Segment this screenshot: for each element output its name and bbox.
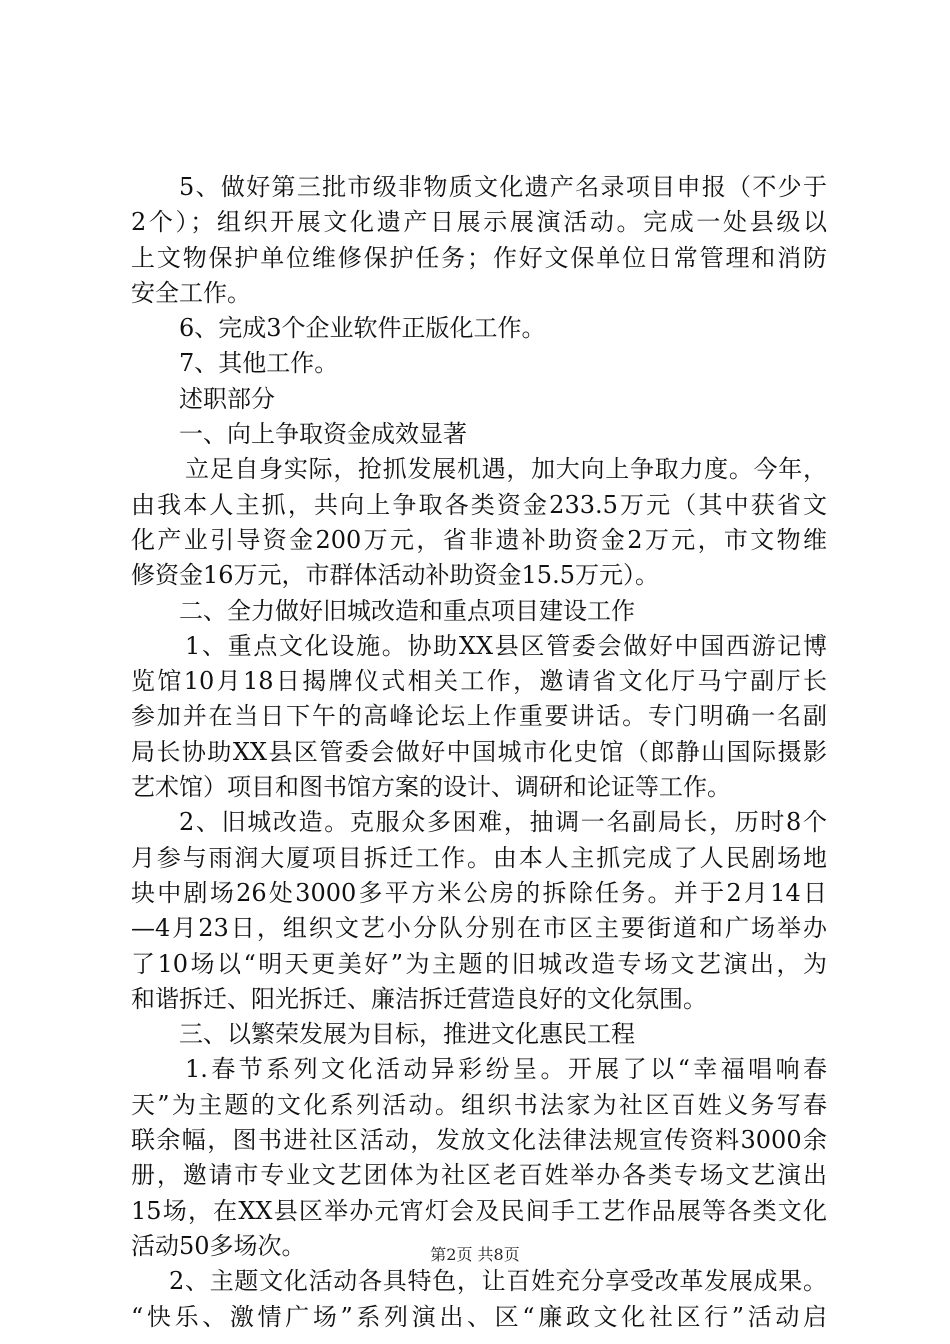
text-line: 活动50多场次。: [131, 1231, 306, 1260]
text-line: 1、重点文化设施。协助XX县区管委会做好中国西游记博: [185, 631, 827, 660]
text-line: 安全工作。: [131, 278, 251, 307]
text-line: 了10场以“明天更美好”为主题的旧城改造专场文艺演出，为: [131, 949, 827, 978]
text-line: 联余幅，图书进社区活动，发放文化法律法规宣传资料3000余: [131, 1126, 827, 1155]
page-number-footer: 第2页 共8页: [430, 1245, 520, 1264]
text-line: 立足自身实际，抢抓发展机遇，加大向上争取力度。今年，: [185, 455, 827, 484]
text-line: 2、旧城改造。克服众多困难，抽调一名副局长，历时8个: [179, 808, 827, 837]
text-line: 化产业引导资金200万元，省非遗补助资金2万元，市文物维: [131, 525, 827, 554]
text-line: 1.春节系列文化活动异彩纷呈。开展了以“幸福唱响春: [185, 1055, 827, 1084]
text-line: 上文物保护单位维修保护任务；作好文保单位日常管理和消防: [131, 243, 827, 272]
section-heading: 二、全力做好旧城改造和重点项目建设工作: [179, 596, 635, 625]
text-line: 月参与雨润大厦项目拆迁工作。由本人主抓完成了人民剧场地: [131, 843, 827, 872]
text-line: 修资金16万元，市群体活动补助资金15.5万元）。: [131, 561, 659, 590]
text-line: 6、完成3个企业软件正版化工作。: [179, 314, 546, 343]
text-line: 由我本人主抓，共向上争取各类资金233.5万元（其中获省文: [131, 490, 827, 519]
text-line: 7、其他工作。: [179, 349, 339, 378]
text-line: 5、做好第三批市级非物质文化遗产名录项目申报（不少于: [179, 173, 827, 201]
text-line: 和谐拆迁、阳光拆迁、廉洁拆迁营造良好的文化氛围。: [131, 984, 707, 1013]
text-line: 艺术馆）项目和图书馆方案的设计、调研和论证等工作。: [131, 773, 731, 802]
text-line: 天”为主题的文化系列活动。组织书法家为社区百姓义务写春: [131, 1090, 827, 1119]
text-line: “快乐、激情广场”系列演出、区“廉政文化社区行”活动启: [131, 1302, 827, 1331]
text-line: 15场，在XX县区举办元宵灯会及民间手工艺作品展等各类文化: [131, 1196, 827, 1225]
text-line: —4月23日，组织文艺小分队分别在市区主要街道和广场举办: [131, 914, 827, 943]
section-heading: 三、以繁荣发展为目标，推进文化惠民工程: [179, 1020, 635, 1049]
text-line: 览馆10月18日揭牌仪式相关工作，邀请省文化厅马宁副厅长: [131, 667, 827, 696]
section-heading: 一、向上争取资金成效显著: [179, 420, 467, 449]
document-body: [131, 170, 831, 1335]
text-line: 2、主题文化活动各具特色，让百姓充分享受改革发展成果。: [169, 1267, 827, 1296]
section-heading: 述职部分: [179, 384, 275, 413]
text-line: 块中剧场26处3000多平方米公房的拆除任务。并于2月14日: [131, 878, 827, 907]
text-line: 2个）；组织开展文化遗产日展示展演活动。完成一处县级以: [131, 208, 827, 237]
text-line: 参加并在当日下午的高峰论坛上作重要讲话。专门明确一名副: [131, 702, 827, 731]
text-line: 册，邀请市专业文艺团体为社区老百姓举办各类专场文艺演出: [131, 1161, 827, 1190]
text-line: 局长协助XX县区管委会做好中国城市化史馆（郎静山国际摄影: [131, 737, 827, 766]
